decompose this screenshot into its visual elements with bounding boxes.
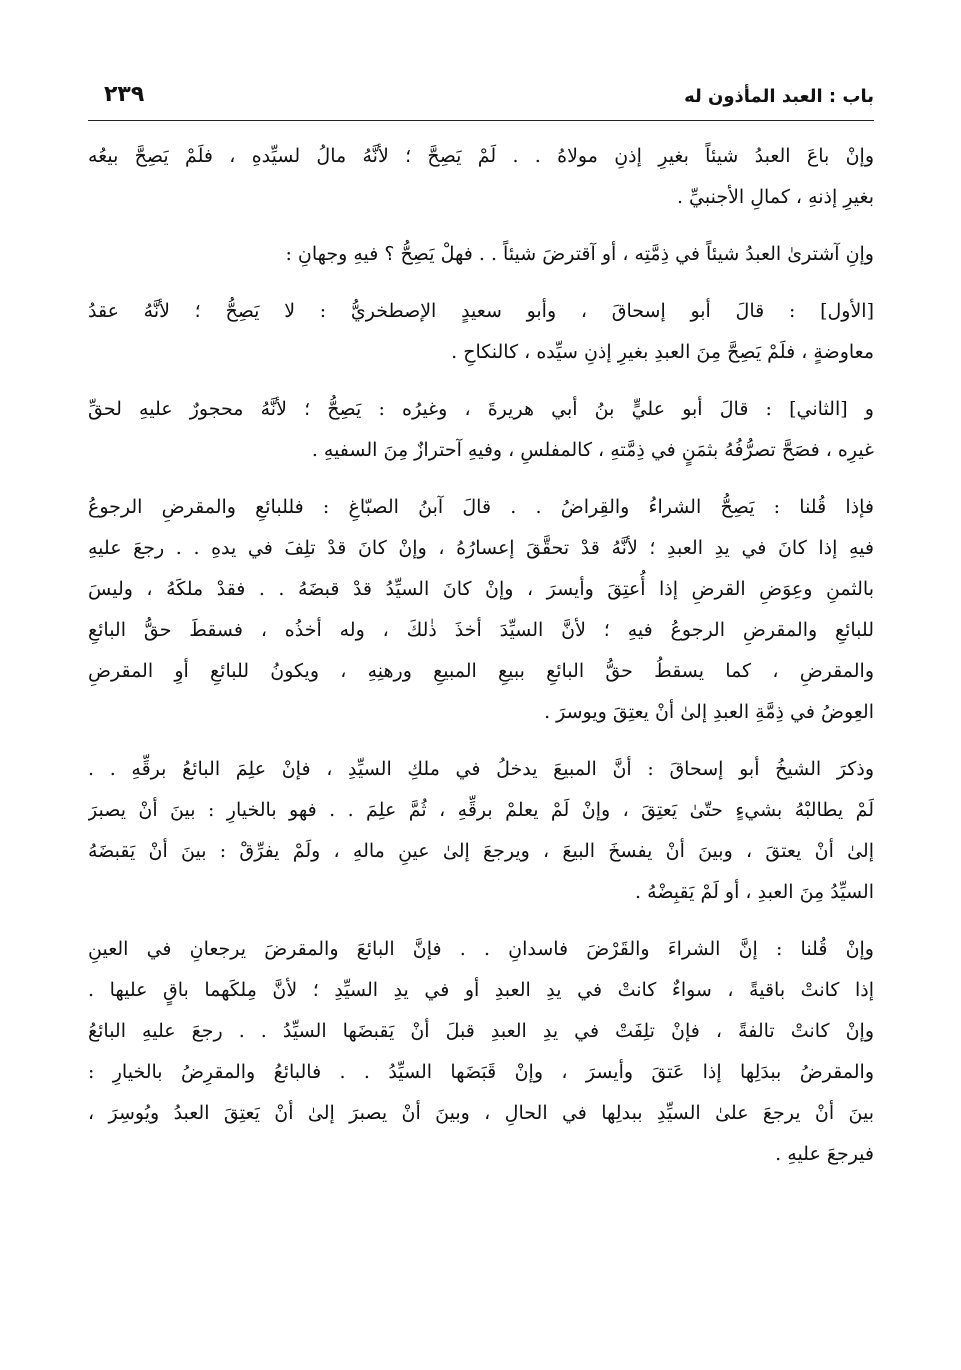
text-line: [الأول] : قالَ أبو إسحاقَ ، وأبو سعيدٍ الإصطخريُّ : لا يَصِحُّ ؛ لأنَّهُ عقدُ [88, 300, 874, 322]
page-header [88, 80, 874, 121]
text-line: وإنْ باعَ العبدُ شيئاً بغيرِ إذنِ مولاهُ . . لَمْ يَصِحَّ ؛ لأنَّهُ مالُ لسيِّدهِ ، فلَمْ يَصِحَّ بيعُه [88, 145, 874, 167]
paragraph [88, 487, 874, 733]
paragraph [88, 749, 874, 913]
text-line: بالثمنِ وعِوَضِ القرضِ إذا أُعتِقَ وأيسرَ ، وإنْ كانَ السيِّدُ قدْ قبضَهُ . . فقدْ ملكَهُ ، وليسَ [88, 578, 874, 600]
text-line: وإنْ قُلنا : إنَّ الشراءَ والقَرْضَ فاسدانِ . . فإنَّ البائعَ والمقرضَ يرجعانِ في العينِ [88, 938, 874, 960]
page-number: ٢٣٩ [104, 82, 145, 107]
paragraph [88, 389, 874, 471]
text-line: بغيرِ إذنهِ ، كمالِ الأجنبيِّ . [676, 186, 874, 208]
text-line: و [الثاني] : قالَ أبو عليٍّ بنُ أبي هريرةَ ، وغيرُه : يَصِحُّ ؛ لأنَّهُ محجورٌ عليهِ لحقِّ [88, 398, 874, 420]
text-line: العِوضُ في ذِمَّةِ العبدِ إلىٰ أنْ يعتِقَ ويوسرَ . [544, 701, 874, 723]
body-text [88, 136, 874, 1191]
text-line: فإذا قُلنا : يَصِحُّ الشراءُ والقِراضُ . . قالَ آبنُ الصبّاغِ : فللبائعِ والمقرضِ الرجوعُ [88, 496, 874, 518]
text-line: إذا كانتْ باقيةً ، سواءٌ كانتْ في يدِ العبدِ أو في يدِ السيِّدِ ؛ لأنَّ مِلكَهما باقٍ عليها . [88, 979, 874, 1001]
text-line: للبائعِ والمقرضِ الرجوعُ فيهِ ؛ لأنَّ السيِّدَ أخذَ ذٰلكَ ، وله أخذُه ، فسقطَ حقُّ البائعِ [88, 619, 874, 641]
text-line: فيرجعَ عليهِ . [775, 1143, 874, 1165]
paragraph [88, 929, 874, 1175]
running-head-title: باب : العبد المأذون له [684, 86, 874, 107]
text-line: وذكرَ الشيخُ أبو إسحاقَ : أنَّ المبيعَ يدخلُ في ملكِ السيِّدِ ، فإنْ علِمَ البائعُ برقِّهِ . . [88, 758, 874, 780]
text-line: وإنِ آشترىٰ العبدُ شيئاً في ذِمَّتِه ، أو آقترضَ شيئاً . . فهلْ يَصِحُّ ؟ فيهِ وجهانِ : [285, 243, 874, 265]
text-line: والمقرضِ ، كما يسقطُ حقُّ البائعِ ببيعِ المبيعِ ورهنِهِ ، ويكونُ للبائعِ أوِ المقرضِ [88, 660, 874, 682]
text-line: إلىٰ أنْ يعتقَ ، وبينَ أنْ يفسخَ البيعَ ، ويرجعَ إلىٰ عينِ مالهِ ، ولَمْ يفرِّقْ : بينَ أنْ يَقبضَهُ [88, 840, 874, 862]
text-line: لَمْ يطالبْهُ بشيءٍ حتّىٰ يَعتِقَ ، وإنْ لَمْ يعلمْ برقِّهِ ، ثُمَّ علِمَ . . فهو بالخيارِ : بينَ أنْ يصبرَ [88, 799, 874, 821]
text-line: بينَ أنْ يرجعَ علىٰ السيِّدِ ببدلِها في الحالِ ، وبينَ أنْ يصبرَ إلىٰ أنْ يَعتِقَ العبدُ ويُوسِرَ ، [88, 1102, 874, 1124]
text-line: وإنْ كانتْ تالفةً ، فإنْ تلِفَتْ في يدِ العبدِ قبلَ أنْ يَقبضَها السيِّدُ . . رجعَ عليهِ البائعُ [88, 1020, 874, 1042]
text-line: والمقرضُ ببدَلِها إذا عَتقَ وأيسرَ ، وإنْ قَبَضَها السيِّدُ . . فالبائعُ والمقرِضُ بالخيارِ : [88, 1061, 874, 1083]
paragraph [88, 136, 874, 218]
paragraph [88, 234, 874, 275]
text-line: فيهِ إذا كانَ في يدِ العبدِ ؛ لأنَّهُ قدْ تحقَّقَ إعسارُهُ ، وإنْ كانَ قدْ تلِفَ في يدهِ . . رجعَ عليهِ [88, 537, 874, 559]
text-line: السيِّدُ مِنَ العبدِ ، أو لَمْ يَقبِضْهُ . [635, 881, 874, 903]
text-line: معاوضةٍ ، فلَمْ يَصِحَّ مِنَ العبدِ بغيرِ إذنِ سيِّده ، كالنكاحِ . [451, 341, 874, 363]
paragraph [88, 291, 874, 373]
text-line: غيرِه ، فصَحَّ تصرُّفُهُ بثمَنٍ في ذِمَّتهِ ، كالمفلسِ ، وفيهِ آحترازٌ مِنَ السفيهِ . [311, 439, 874, 461]
